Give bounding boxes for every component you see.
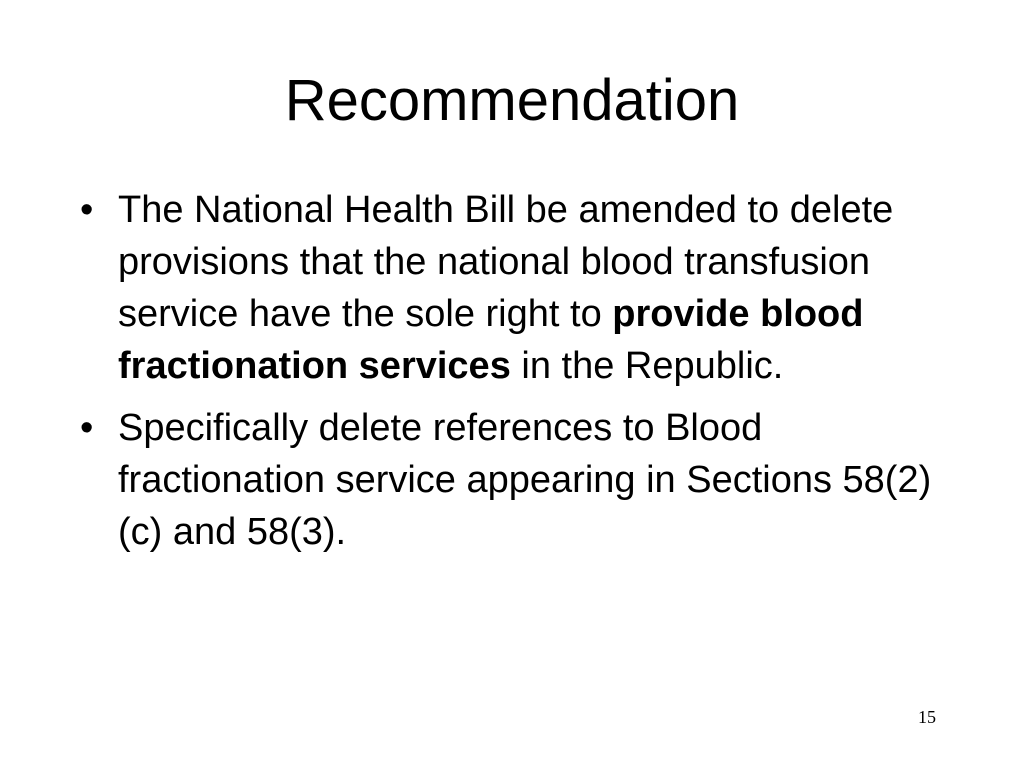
bullet-text-before: The National Health Bill be amended to delete provisions that the national blood transfusion service have the sole right to (118, 189, 894, 335)
bullet-text: Specifically delete references to Blood fractionation service appearing in Sections 58(2)(c) and 58(3). (118, 407, 932, 553)
bullet-icon: • (80, 407, 94, 449)
bullet-text-after: in the Republic. (510, 345, 784, 387)
bullet-item-amend-bill (80, 184, 940, 392)
bullet-text-bold: provide blood fractionation services (118, 293, 864, 387)
page-number: 15 (918, 707, 936, 727)
bullet-item-delete-references (80, 402, 940, 558)
slide-title: Recommendation (284, 68, 740, 133)
bullet-icon: • (80, 189, 94, 231)
bullet-list (80, 184, 940, 568)
